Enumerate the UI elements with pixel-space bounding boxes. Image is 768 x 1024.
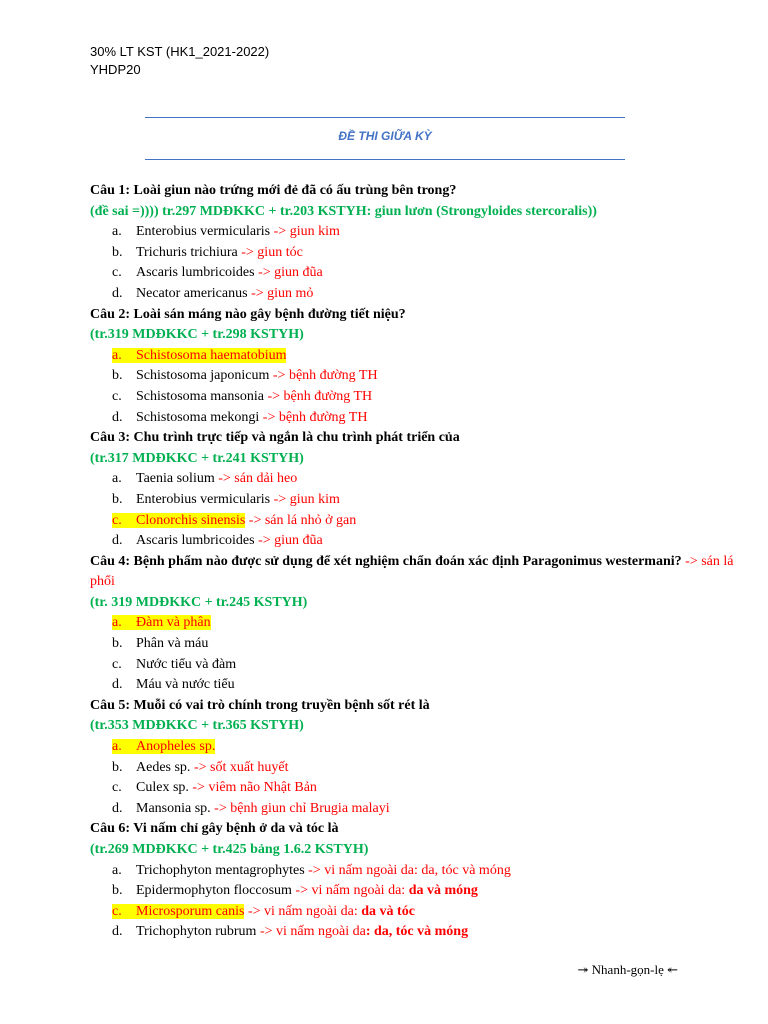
reference-line: (tr.319 MDĐKKC + tr.298 KSTYH) (90, 327, 304, 343)
correct-answer-highlight (112, 348, 286, 363)
option-text: Ascaris lumbricoides (136, 533, 255, 549)
question-block (90, 181, 750, 305)
option-note: -> sán lá nhỏ ở gan (245, 512, 357, 528)
footer-signature: ↠ Nhanh-gọn-lẹ ↞ (577, 962, 678, 977)
option-letter: a. (112, 615, 122, 631)
option-letter: a. (112, 224, 122, 240)
reference-line: (tr.269 MDĐKKC + tr.425 bảng 1.6.2 KSTYH) (90, 842, 369, 857)
answer-option (90, 469, 750, 490)
option-letter: b. (112, 491, 123, 507)
option-note: -> vi nấm ngoài da: (291, 883, 409, 899)
option-text: Trichophyton mentagrophytes (136, 862, 305, 878)
question-text (90, 181, 750, 202)
correct-answer-highlight (112, 739, 215, 754)
question-stem: Câu 5: Muỗi có vai trò chính trong truyền bệnh sốt rét là (90, 697, 430, 713)
header-class: YHDP20 (90, 62, 141, 77)
question-block (90, 552, 750, 696)
answer-option (90, 799, 750, 820)
option-note: -> giun đũa (254, 533, 323, 549)
option-text: Máu và nước tiểu (136, 677, 235, 693)
question-block (90, 819, 750, 943)
option-letter: c. (112, 780, 122, 796)
option-text: Schistosoma mekongi (136, 409, 260, 425)
option-note: -> bệnh giun chỉ Brugia malayi (210, 800, 390, 816)
option-letter: d. (112, 533, 123, 549)
option-letter: a. (112, 471, 122, 487)
option-text: Clonorchis sinensis (136, 512, 246, 528)
question-stem: Câu 4: Bệnh phẩm nào được sử dụng để xét nghiệm chẩn đoán xác định Paragonimus westermani? (90, 553, 682, 569)
option-note: -> bệnh đường TH (263, 388, 373, 404)
question-block (90, 305, 750, 429)
option-note: -> bệnh đường TH (269, 368, 378, 384)
option-letter: b. (112, 244, 123, 260)
option-note-emphasis: da và móng (408, 883, 478, 899)
option-text: Schistosoma haematobium (136, 347, 287, 363)
option-text: Culex sp. (136, 780, 189, 796)
option-text: Schistosoma mansonia (136, 388, 264, 404)
answer-option (90, 634, 750, 655)
option-letter: d. (112, 285, 123, 301)
answer-option (90, 366, 750, 387)
option-note-emphasis: da và tóc (361, 903, 415, 919)
answer-option (90, 613, 750, 634)
answer-option (90, 284, 750, 305)
question-text (90, 552, 750, 593)
answer-option (90, 531, 750, 552)
option-text: Anopheles sp. (136, 739, 216, 755)
question-block (90, 428, 750, 552)
option-letter: d. (112, 924, 123, 940)
question-block (90, 696, 750, 820)
option-note: -> sán dải heo (214, 471, 298, 487)
reference-line: (đề sai =)))) tr.297 MDĐKKC + tr.203 KSTYH: giun lươn (Strongyloides stercoralis)) (90, 203, 597, 219)
option-letter: a. (112, 347, 122, 363)
answer-option (90, 346, 750, 367)
answer-option (90, 881, 750, 902)
question-stem: Câu 3: Chu trình trực tiếp và ngắn là chu trình phát triển của (90, 430, 460, 446)
reference-line: (tr. 319 MDĐKKC + tr.245 KSTYH) (90, 594, 308, 610)
answer-option (90, 902, 750, 923)
answer-option (90, 655, 750, 676)
option-letter: c. (112, 388, 122, 404)
option-note: -> vi nấm ngoài da (256, 924, 366, 940)
option-note: -> giun mỏ (247, 285, 314, 301)
answer-option (90, 861, 750, 882)
option-note: -> bệnh đường TH (259, 409, 368, 425)
option-letter: a. (112, 739, 122, 755)
option-text: Aedes sp. (136, 759, 191, 775)
option-letter: b. (112, 368, 123, 384)
correct-answer-highlight (112, 904, 244, 919)
answer-option (90, 243, 750, 264)
question-text (90, 696, 750, 717)
option-note: -> giun tóc (237, 244, 303, 260)
option-letter: c. (112, 656, 122, 672)
reference-line: (tr.317 MDĐKKC + tr.241 KSTYH) (90, 450, 304, 466)
option-text: Phân và máu (136, 636, 209, 652)
option-letter: c. (112, 903, 122, 919)
option-note: -> giun đũa (254, 265, 323, 281)
question-text (90, 428, 750, 449)
correct-answer-highlight (112, 615, 211, 630)
answer-option (90, 758, 750, 779)
question-stem: Câu 2: Loài sán máng nào gây bệnh đường tiết niệu? (90, 306, 406, 322)
option-text: Enterobius vermicularis (136, 491, 271, 507)
option-note: -> giun kim (270, 491, 340, 507)
answer-option (90, 490, 750, 511)
option-note: -> giun kim (270, 224, 340, 240)
option-note: -> vi nấm ngoài da: da, tóc và móng (304, 862, 511, 878)
option-letter: a. (112, 862, 122, 878)
answer-option (90, 408, 750, 429)
option-letter: b. (112, 636, 123, 652)
answer-option (90, 778, 750, 799)
option-letter: d. (112, 677, 123, 693)
option-text: Microsporum canis (136, 903, 245, 919)
option-text: Ascaris lumbricoides (136, 265, 255, 281)
question-list (90, 181, 750, 943)
option-letter: d. (112, 409, 123, 425)
question-text (90, 819, 750, 840)
option-text: Trichophyton rubrum (136, 924, 257, 940)
option-note: -> vi nấm ngoài da: (244, 903, 362, 919)
title-rule-top (145, 117, 625, 118)
option-text: Đàm và phân (136, 615, 211, 631)
option-text: Taenia solium (136, 471, 215, 487)
option-text: Schistosoma japonicum (136, 368, 270, 384)
answer-option (90, 737, 750, 758)
correct-answer-highlight (112, 513, 245, 528)
reference-line: (tr.353 MDĐKKC + tr.365 KSTYH) (90, 718, 304, 734)
question-stem: Câu 1: Loài giun nào trứng mới đẻ đã có ấu trùng bên trong? (90, 183, 457, 198)
option-note-emphasis: : da, tóc và móng (365, 924, 469, 940)
option-text: Mansonia sp. (136, 800, 211, 816)
question-text (90, 305, 750, 326)
question-note: -> sán lá phổi (90, 553, 737, 590)
option-text: Epidermophyton floccosum (136, 883, 292, 899)
answer-option (90, 511, 750, 532)
question-stem: Câu 6: Vi nấm chỉ gây bệnh ở da và tóc là (90, 821, 339, 837)
page-title: ĐỀ THI GIỮA KỲ (338, 129, 432, 143)
option-letter: c. (112, 265, 122, 281)
option-note: -> sốt xuất huyết (190, 759, 289, 775)
answer-option (90, 922, 750, 943)
option-letter: c. (112, 512, 122, 528)
header-course: 30% LT KST (HK1_2021-2022) (90, 44, 270, 59)
option-text: Enterobius vermicularis (136, 224, 271, 240)
option-note: -> viêm não Nhật Bản (188, 780, 317, 796)
answer-option (90, 222, 750, 243)
option-text: Trichuris trichiura (136, 244, 238, 260)
option-letter: d. (112, 800, 123, 816)
answer-option (90, 675, 750, 696)
option-letter: b. (112, 883, 123, 899)
option-text: Necator americanus (136, 285, 248, 301)
option-text: Nước tiểu và đàm (136, 656, 237, 672)
title-rule-bottom (145, 159, 625, 160)
answer-option (90, 387, 750, 408)
answer-option (90, 263, 750, 284)
option-letter: b. (112, 759, 123, 775)
